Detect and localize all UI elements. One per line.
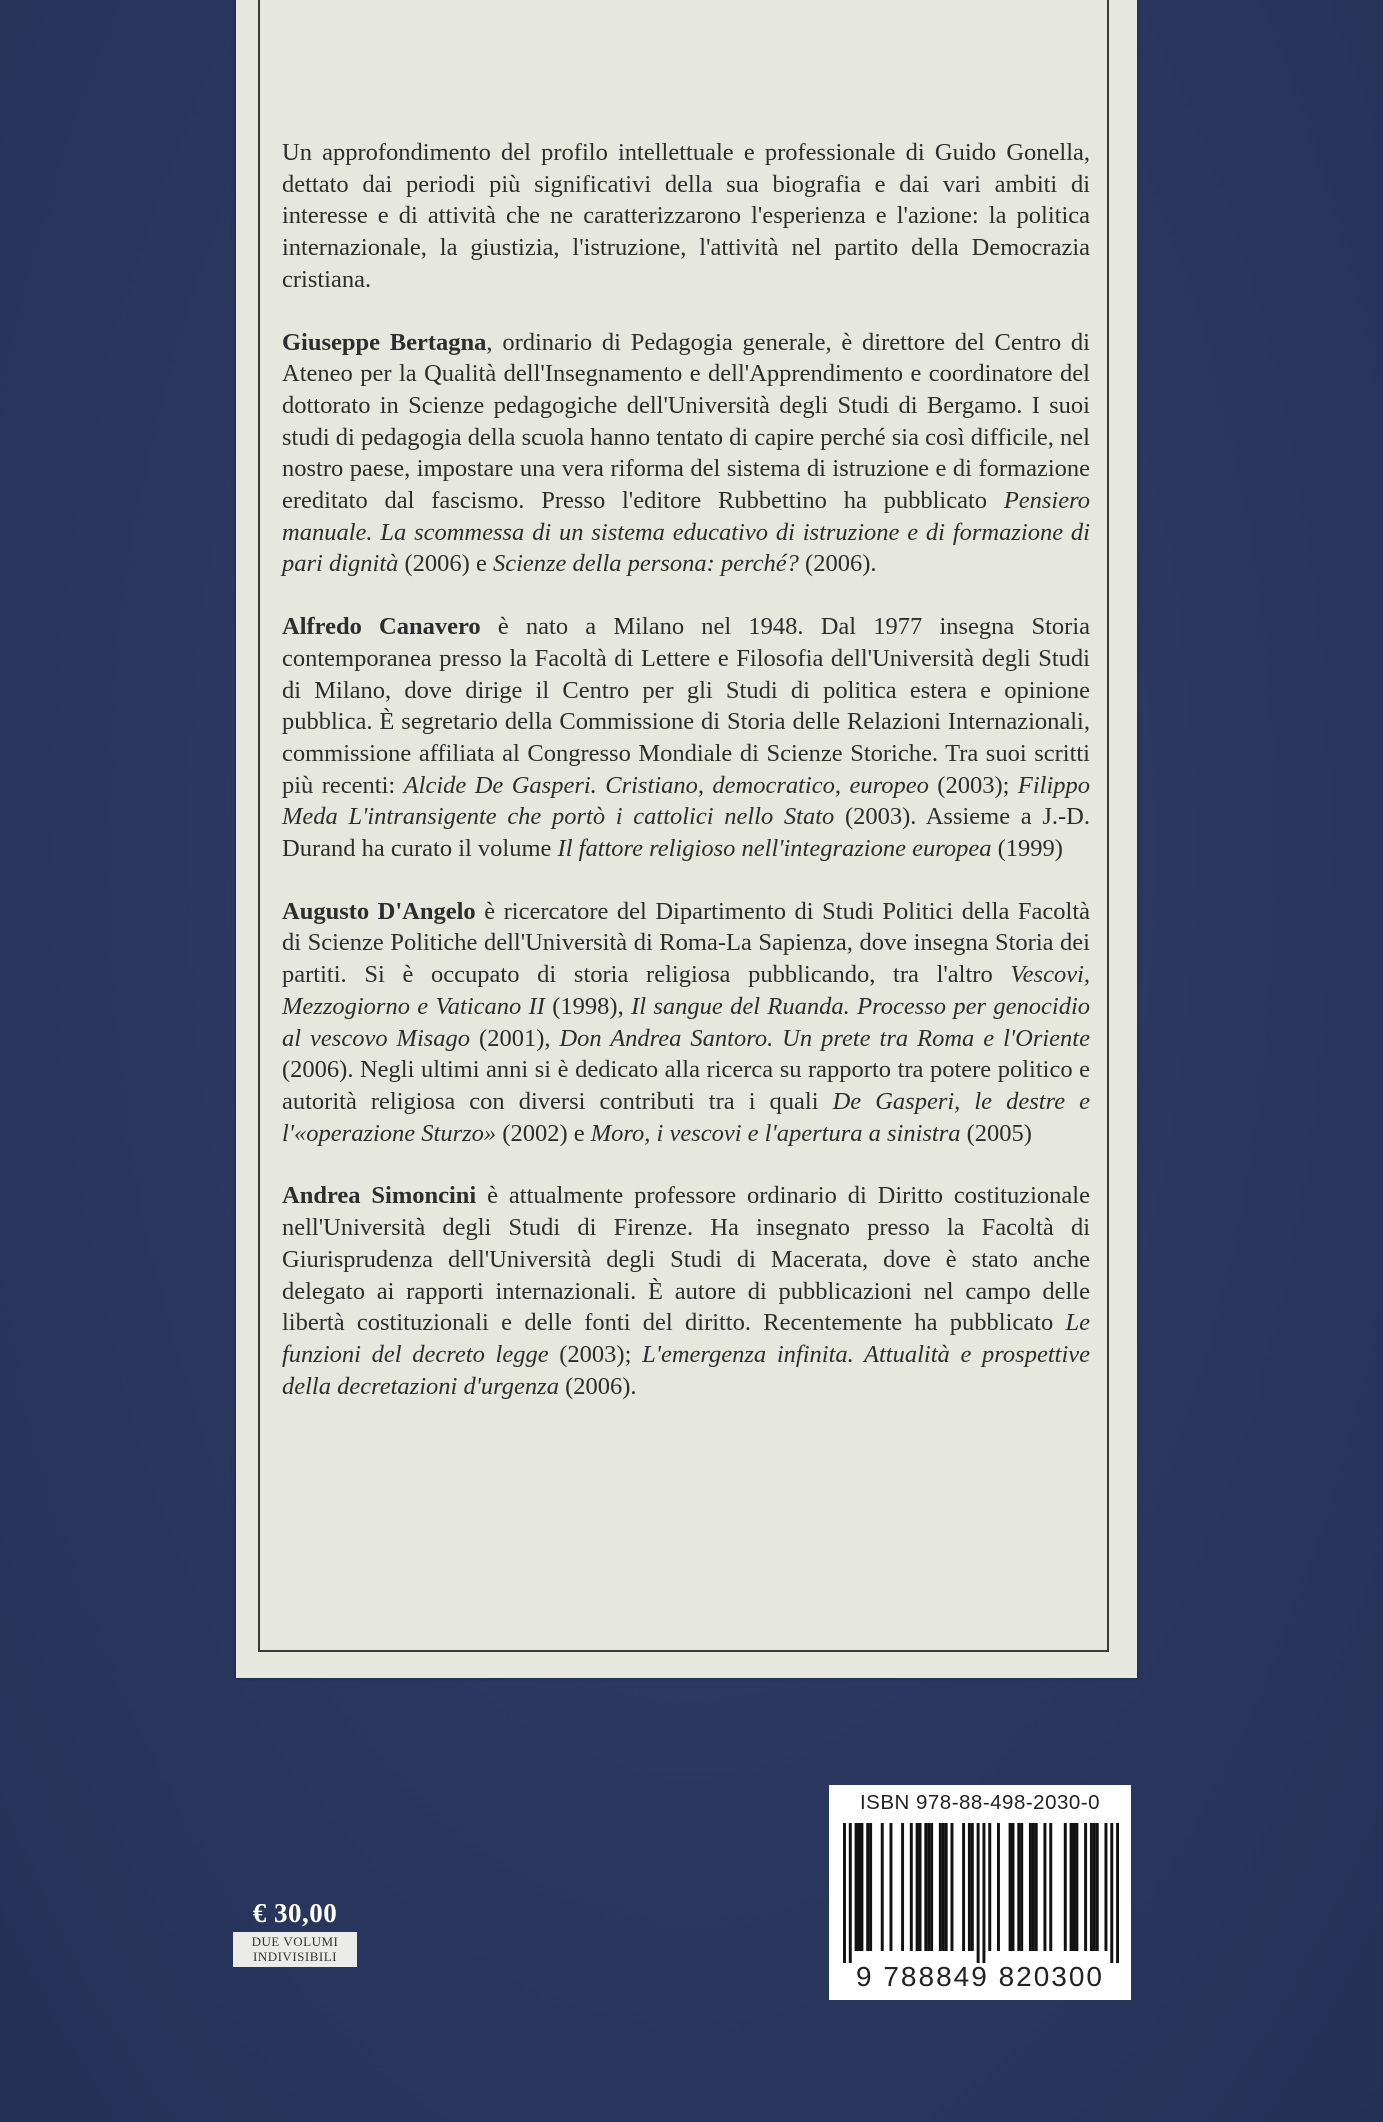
blurb-text [282,137,1090,1402]
author-name: Augusto D'Angelo [282,897,476,925]
price-label: € 30,00 [252,1898,338,1928]
intro-paragraph: Un approfondimento del profilo intellettuale e professionale di Guido Gonella, dettato dai periodi più significativi della sua biografia e dai vari ambiti di interesse e di attività che ne caratterizzarono l'esperienza e l'azione: la politica internazionale, la giustizia, l'istruzione, l'attività nel partito della Democrazia cristiana. [282,139,1090,293]
book-title: Don Andrea Santoro. Un prete tra Roma e l'Oriente [559,1024,1090,1052]
barcode-bar [962,1823,965,1951]
barcode-box [829,1785,1131,2000]
text-panel [236,0,1137,1678]
barcode-bars [843,1823,1119,1963]
barcode-bar [1073,1823,1076,1951]
book-title: Il sangue del Ruanda. Processo per genocidio al vescovo Misago [282,992,1090,1052]
barcode-bar [1104,1823,1107,1951]
barcode-bar [997,1823,1000,1951]
isbn-label: ISBN 978-88-498-2030-0 [859,1791,1101,1814]
barcode-bar [869,1823,872,1951]
barcode-bar [939,1823,942,1951]
barcode-bar [982,1823,985,1963]
barcode-bar [855,1823,858,1951]
book-title: Scienze della persona: perché? [492,550,799,578]
barcode-bar [927,1823,930,1951]
barcode-bar [1009,1823,1012,1951]
book-title: Filippo Meda L'intransigente che portò i cattolici nello Stato [282,771,1090,831]
barcode-bar [916,1823,919,1951]
barcode-bar [1075,1823,1078,1951]
book-title: De Gasperi, le destre e l'«operazione Sturzo» [282,1087,1090,1147]
two-volumes-note: DUE VOLUMI INDIVISIBILI [233,1932,357,1967]
barcode-bar [977,1823,980,1963]
barcode-bar [1049,1823,1052,1951]
book-title: Vescovi, Mezzogiorno e Vaticano II [282,961,1090,1020]
author-name: Alfredo Canavero [282,613,481,641]
barcode-digits: 9 788849 820300 [856,1961,1104,1992]
barcode-bar [1020,1823,1023,1951]
barcode-bar [881,1823,884,1951]
barcode-bar [866,1823,869,1951]
barcode-bar [1096,1823,1099,1951]
author-name: Andrea Simoncini [282,1182,477,1210]
barcode-bar [968,1823,971,1951]
book-title: L'emergenza infinita. Attualità e prospettive della decretazioni d'urgenza [282,1340,1090,1400]
book-title: Le funzioni del decreto legge [282,1309,1090,1368]
barcode-bar [1110,1823,1113,1963]
barcode-bar [930,1823,933,1951]
barcode-bar [1035,1823,1038,1951]
barcode-bar [1043,1823,1046,1951]
bio-canavero: Alfredo Canavero è nato a Milano nel 1948. Dal 1977 insegna Storia contemporanea presso la Facoltà di Lettere e Filosofia dell'Università degli Studi di Milano, dove dirige il Centro per gli Studi di politica estera e opinione pubblica. È segretario della Commissione di Storia delle Relazioni Internazionali, commissione affiliata al Congresso Mondiale di Scienze Storiche. Tra suoi scritti più recenti: Alcide De Gasperi. Cristiano, democratico, europeo (2003); Filippo Meda L'intransigente che portò i cattolici nello Stato (2003). Assieme a J.-D. Durand ha curato il volume Il fattore religioso nell'integrazione europea (1999) [282,613,1090,863]
book-title: Moro, i vescovi e l'apertura a sinistra [590,1119,961,1147]
author-name: Giuseppe Bertagna [282,328,487,356]
barcode-bar [889,1823,892,1951]
barcode-bar [1032,1823,1035,1951]
barcode-bar [1093,1823,1096,1951]
barcode-bar [1070,1823,1073,1951]
barcode-bar [919,1823,922,1951]
barcode-bar [1116,1823,1119,1963]
barcode-bar [1012,1823,1015,1951]
barcode-bar [910,1823,913,1951]
barcode-bar [1029,1823,1032,1951]
barcode-bar [843,1823,846,1963]
barcode-bar [971,1823,974,1951]
barcode-bar [1017,1823,1020,1951]
barcode-bar [1084,1823,1087,1951]
barcode-bar [924,1823,927,1951]
bio-bertagna: Giuseppe Bertagna, ordinario di Pedagogia generale, è direttore del Centro di Ateneo per la Qualità dell'Insegnamento e dell'Apprendimento e coordinatore del dottorato in Scienze pedagogiche dell'Università degli Studi di Bergamo. I suoi studi di pedagogia della scuola hanno tentato di capire perché sia così difficile, nel nostro paese, impostare una vera riforma del sistema di istruzione e di formazione ereditato dal fascismo. Presso l'editore Rubbettino ha pubblicato Pensiero manuale. La scommessa di un sistema educativo di istruzione e di formazione di pari dignità (2006) e Scienze della persona: perché? (2006). [282,328,1090,578]
barcode-bar [945,1823,948,1951]
barcode-bar [860,1823,863,1951]
barcode-bar [988,1823,991,1951]
barcode-bar [901,1823,904,1951]
book-title: Il fattore religioso nell'integrazione europea [557,835,992,863]
barcode-bar [849,1823,852,1963]
barcode-bar [950,1823,953,1951]
book-title: Pensiero manuale. La scommessa di un sistema educativo di istruzione e di formazione di pari dignità [282,487,1090,578]
price-block [233,1898,357,1967]
barcode-bar [858,1823,861,1951]
barcode-bar [1064,1823,1067,1951]
bio-simoncini: Andrea Simoncini è attualmente professore ordinario di Diritto costituzionale nell'Università degli Studi di Firenze. Ha insegnato presso la Facoltà di Giurisprudenza dell'Università degli Studi di Macerata, dove è stato anche delegato ai rapporti internazionali. È autore di pubblicazioni nel campo delle libertà costituzionali e delle fonti del diritto. Recentemente ha pubblicato Le funzioni del decreto legge (2003); L'emergenza infinita. Attualità e prospettive della decretazioni d'urgenza (2006). [282,1182,1090,1400]
barcode-bar [942,1823,945,1951]
bio-dangelo: Augusto D'Angelo è ricercatore del Dipartimento di Studi Politici della Facoltà di Scienze Politiche dell'Università di Roma-La Sapienza, dove insegna Storia dei partiti. Si è occupato di storia religiosa pubblicando, tra l'altro Vescovi, Mezzogiorno e Vaticano II (1998), Il sangue del Ruanda. Processo per genocidio al vescovo Misago (2001), Don Andrea Santoro. Un prete tra Roma e l'Oriente (2006). Negli ultimi anni si è dedicato alla ricerca su rapporto tra potere politico e autorità religiosa con diversi contributi tra i quali De Gasperi, le destre e l'«operazione Sturzo» (2002) e Moro, i vescovi e l'apertura a sinistra (2005) [282,897,1090,1147]
barcode-bar [1090,1823,1093,1951]
book-title: Alcide De Gasperi. Cristiano, democratico, europeo [403,771,929,799]
